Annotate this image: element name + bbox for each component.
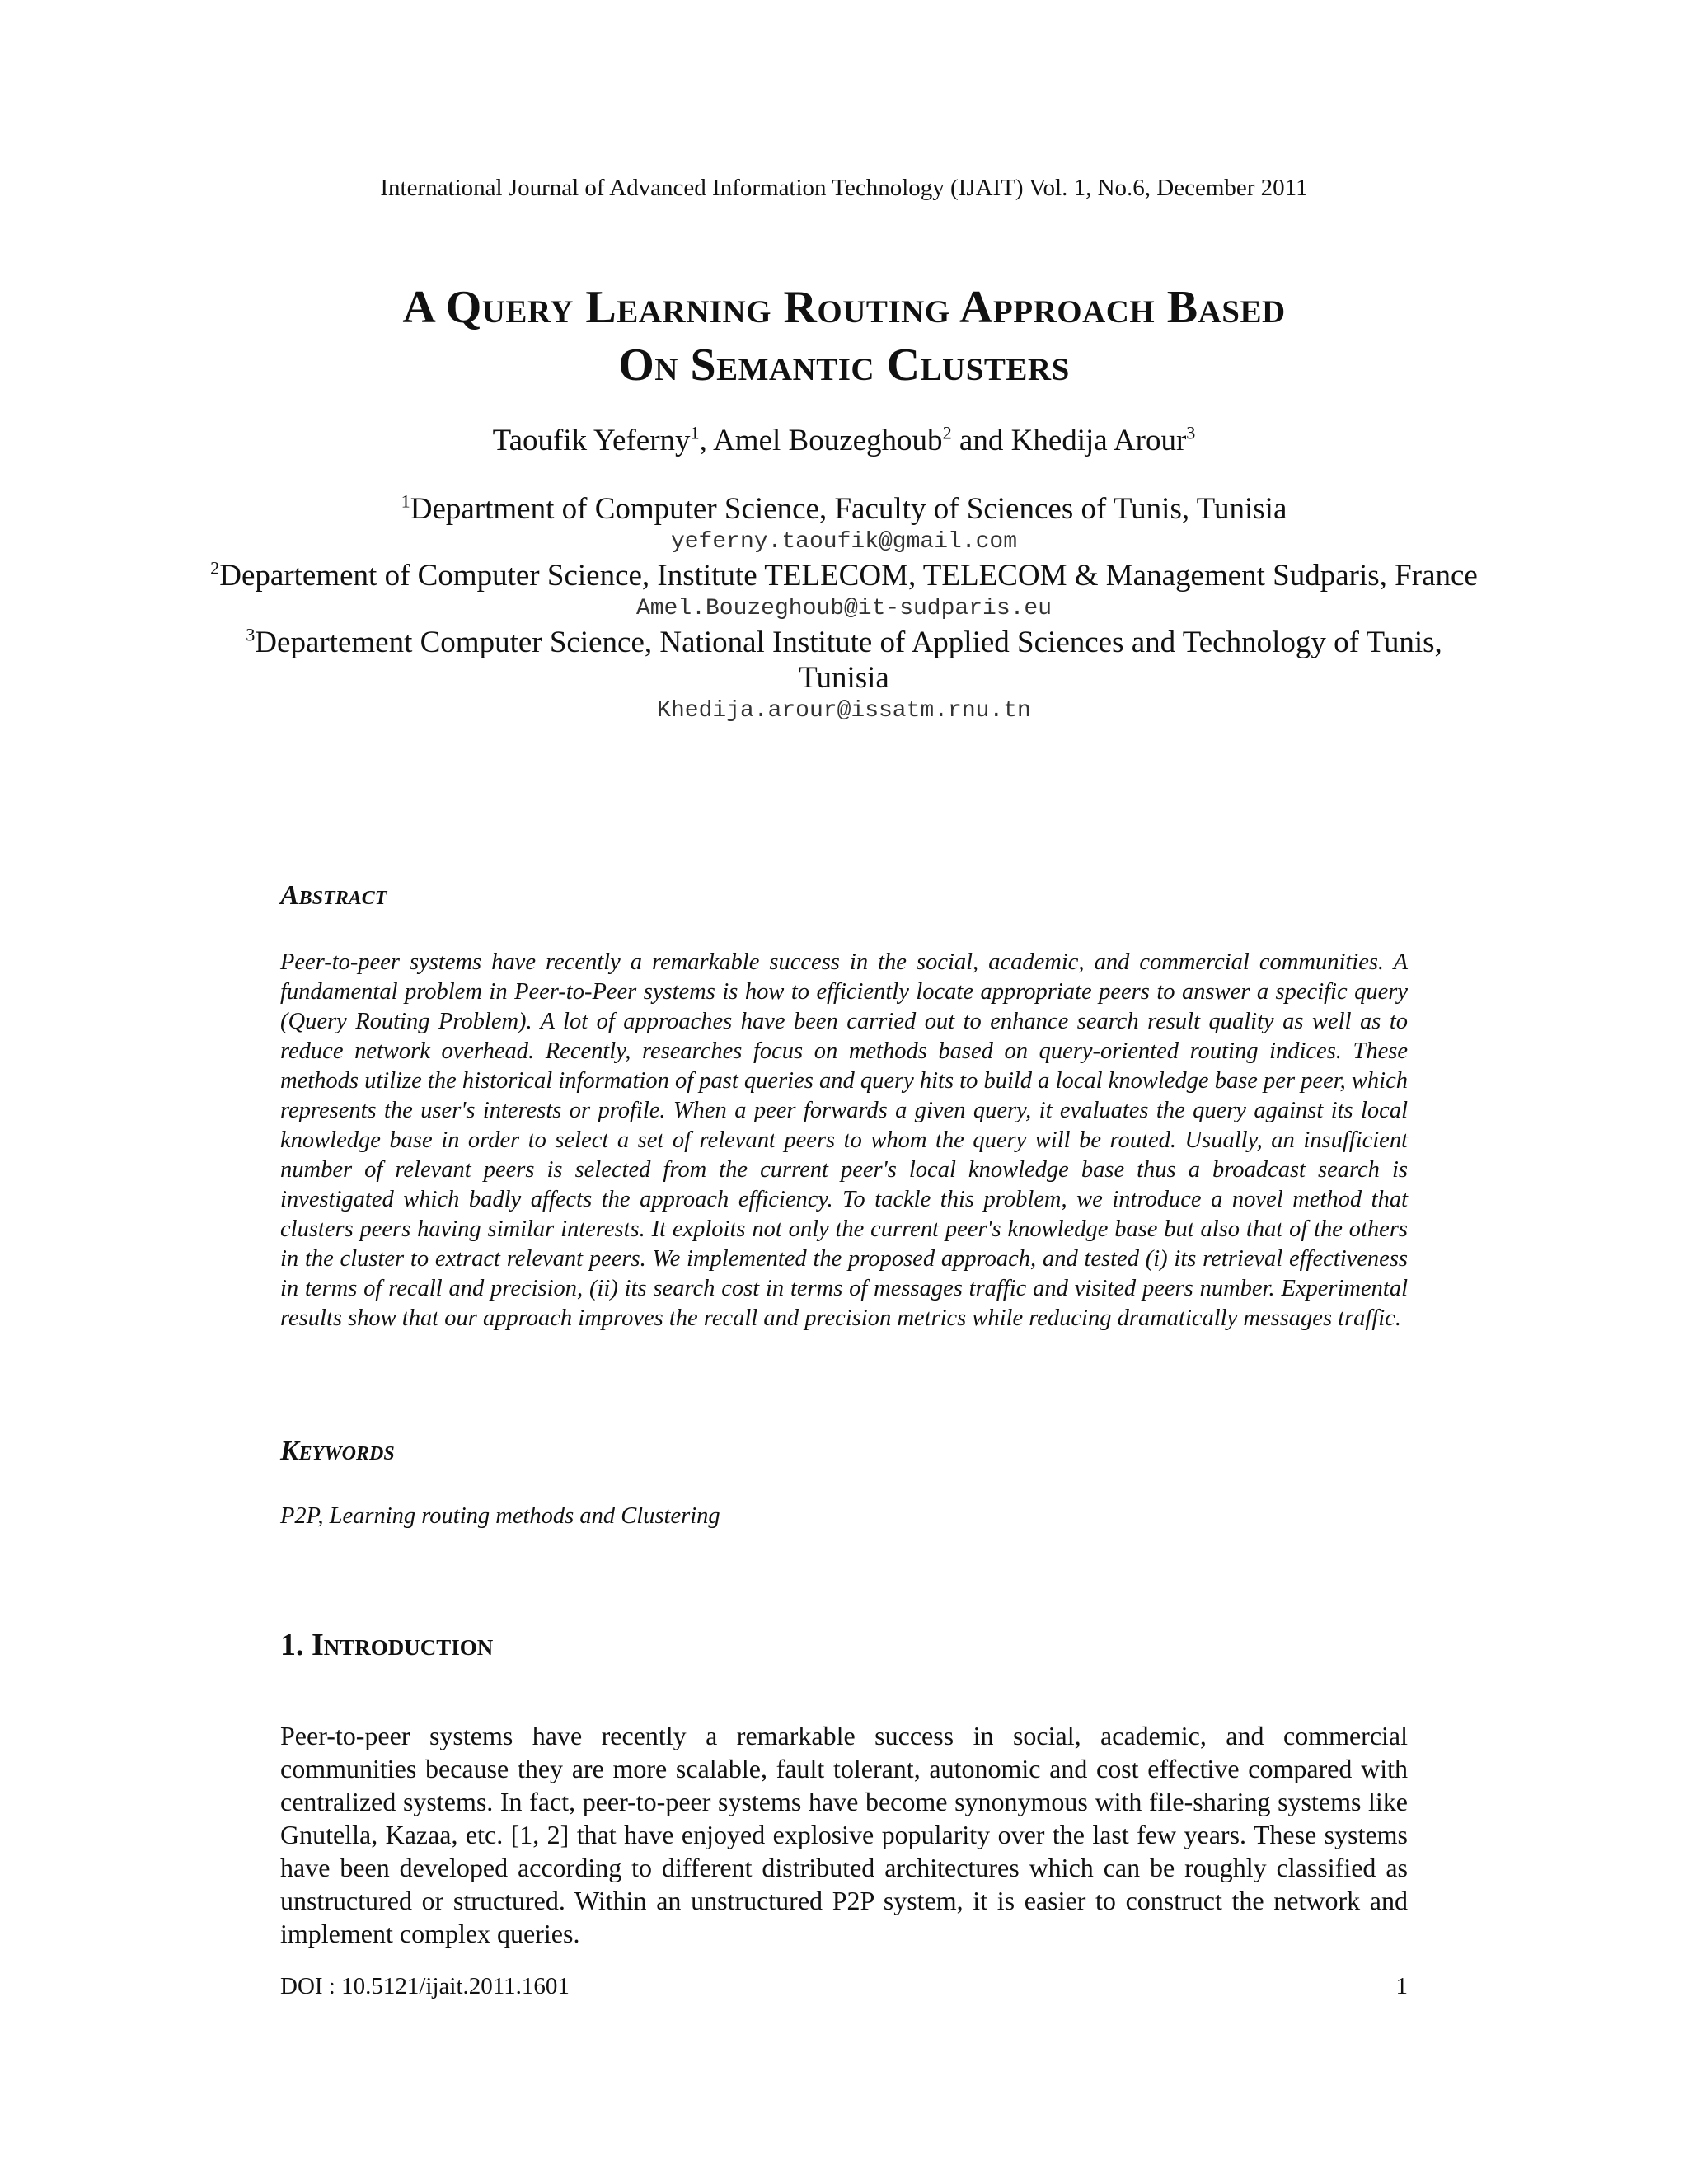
affiliation-text: Departement Computer Science, National Institute of Applied Sciences and Technology of Tunis, Tunisia [255,626,1442,695]
page-number: 1 [1395,1973,1408,1999]
keywords-text: P2P, Learning routing methods and Clustering [280,1503,720,1529]
author-mark: 3 [1186,422,1196,443]
author-email[interactable]: Khedija.arour@issatm.rnu.tn [657,698,1031,724]
author-separator: , [699,424,714,457]
affiliation-mark: 3 [246,624,256,645]
author-mark: 1 [690,422,700,443]
keywords-heading: Keywords [280,1436,395,1466]
title-line-1: A Query Learning Routing Approach Based [402,282,1286,333]
affiliation [206,625,1482,696]
affiliation-text: Department of Computer Science, Faculty of Sciences of Tunis, Tunisia [410,492,1287,526]
author-list [0,422,1688,460]
paper-title [165,279,1523,394]
doi-footer[interactable]: DOI : 10.5121/ijait.2011.1601 [280,1973,570,1999]
author-name: Taoufik Yeferny [492,424,691,457]
affiliation-mark: 1 [401,490,410,512]
author-email[interactable]: yeferny.taoufik@gmail.com [670,529,1018,555]
affiliation-list [206,491,1482,727]
abstract-heading: Abstract [280,880,387,911]
affiliation [206,558,1482,593]
author-name: Khedija Arour [1010,424,1187,457]
affiliation-text: Departement of Computer Science, Institute TELECOM, TELECOM & Management Sudparis, France [219,559,1478,593]
affiliation [206,491,1482,527]
affiliation-mark: 2 [210,557,220,579]
introduction-text: Peer-to-peer systems have recently a remarkable success in social, academic, and commercial communities because they are more scalable, fault tolerant, autonomic and cost effective compared with centralized systems. In fact, peer-to-peer systems have become synonymous with file-sharing systems like Gnutella, Kazaa, etc. [1, 2] that have enjoyed explosive popularity over the last few years. These systems have been developed according to different distributed architectures which can be roughly classified as unstructured or structured. Within an unstructured P2P system, it is easier to construct the network and implement complex queries. [280,1721,1408,1948]
author-mark: 2 [942,422,952,443]
title-line-2: On Semantic Clusters [618,340,1070,391]
author-name: Amel Bouzeghoub [713,424,943,457]
author-separator: and [951,424,1011,457]
running-header: International Journal of Advanced Information Technology (IJAIT) Vol. 1, No.6, December 2011 [380,175,1308,201]
introduction-heading: 1. Introduction [280,1628,494,1662]
abstract-text: Peer-to-peer systems have recently a remarkable success in the social, academic, and commercial communities. A fundamental problem in Peer-to-Peer systems is how to efficiently locate appropriate peers to answer a specific query (Query Routing Problem). A lot of approaches have been carried out to enhance search result quality as well as to reduce network overhead. Recently, researches focus on methods based on query-oriented routing indices. These methods utilize the historical information of past queries and query hits to build a local knowledge base per peer, which represents the user's interests or profile. When a peer forwards a given query, it evaluates the query against its local knowledge base in order to select a set of relevant peers to whom the query will be routed. Usually, an insufficient number of relevant peers is selected from the current peer's local knowledge base thus a broadcast search is investigated which badly affects the approach efficiency. To tackle this problem, we introduce a novel method that clusters peers having similar interests. It exploits not only the current peer's knowledge base but also that of the others in the cluster to extract relevant peers. We implemented the proposed approach, and tested (i) its retrieval effectiveness in terms of recall and precision, (ii) its search cost in terms of messages traffic and visited peers number. Experimental results show that our approach improves the recall and precision metrics while reducing dramatically messages traffic. [280,949,1408,1331]
author-email[interactable]: Amel.Bouzeghoub@it-sudparis.eu [635,596,1053,621]
